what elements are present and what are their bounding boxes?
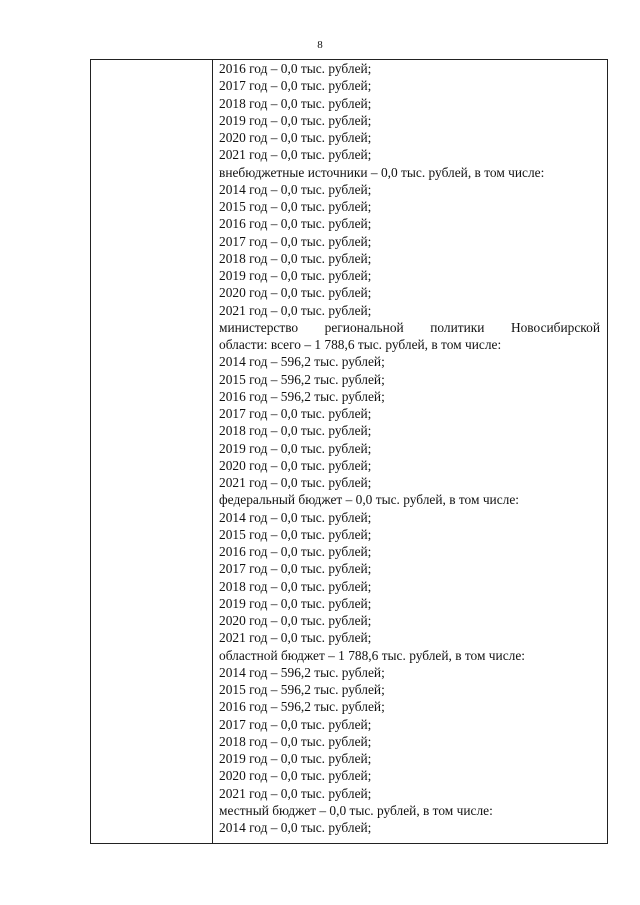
text-line: федеральный бюджет – 0,0 тыс. рублей, в том числе: [219,492,520,508]
page-number: 8 [317,39,323,51]
text-line: 2017 год – 0,0 тыс. рублей; [219,78,372,94]
text-line: 2014 год – 0,0 тыс. рублей; [219,509,372,525]
text-line: 2021 год – 0,0 тыс. рублей; [219,302,372,318]
text-line: 2016 год – 0,0 тыс. рублей; [219,61,372,76]
text-line: 2020 год – 0,0 тыс. рублей; [219,130,372,145]
text-line: внебюджетные источники – 0,0 тыс. рублей, в том числе: [219,164,545,180]
text-line: 2017 год – 0,0 тыс. рублей; [219,406,372,421]
text-line: 2017 год – 0,0 тыс. рублей; [219,233,372,249]
text-line: 2020 год – 0,0 тыс. рублей; [219,768,372,784]
text-line: 2018 год – 0,0 тыс. рублей; [219,733,372,749]
text-line: 2021 год – 0,0 тыс. рублей; [219,147,372,163]
text-line: 2019 год – 0,0 тыс. рублей; [219,268,372,283]
text-line: 2014 год – 596,2 тыс. рублей; [219,354,385,370]
text-line: 2015 год – 596,2 тыс. рублей; [219,682,385,697]
text-line: 2015 год – 0,0 тыс. рублей; [219,526,372,542]
text-line: 2017 год – 0,0 тыс. рублей; [219,716,372,732]
text-line: 2014 год – 596,2 тыс. рублей; [219,664,385,680]
text-line: 2016 год – 596,2 тыс. рублей; [219,388,385,404]
text-line: 2015 год – 596,2 тыс. рублей; [219,371,385,387]
text-line: 2019 год – 0,0 тыс. рублей; [219,440,372,456]
funding-table [90,59,608,844]
text-line: 2015 год – 0,0 тыс. рублей; [219,199,372,214]
text-line: 2019 год – 0,0 тыс. рублей; [219,112,372,128]
text-line: 2017 год – 0,0 тыс. рублей; [219,561,372,577]
funding-lines [219,60,600,836]
text-line: 2019 год – 0,0 тыс. рублей; [219,751,372,766]
text-line: 2019 год – 0,0 тыс. рублей; [219,595,372,611]
text-line: местный бюджет – 0,0 тыс. рублей, в том числе: [219,802,493,818]
text-line: 2018 год – 0,0 тыс. рублей; [219,95,372,111]
right-cell [213,60,608,844]
text-line: области: всего – 1 788,6 тыс. рублей, в том числе: [219,337,502,352]
text-line: 2021 год – 0,0 тыс. рублей; [219,785,372,801]
text-line: 2021 год – 0,0 тыс. рублей; [219,475,372,490]
text-line: 2016 год – 0,0 тыс. рублей; [219,216,372,232]
text-line: 2018 год – 0,0 тыс. рублей; [219,578,372,594]
text-line: 2018 год – 0,0 тыс. рублей; [219,250,372,266]
text-line: 2018 год – 0,0 тыс. рублей; [219,423,372,439]
text-line: 2021 год – 0,0 тыс. рублей; [219,630,372,646]
table-row [91,60,608,844]
text-line: министерство региональной политики Новосибирской [219,319,600,335]
left-cell [91,60,213,844]
text-line: 2016 год – 596,2 тыс. рублей; [219,699,385,715]
text-line: 2016 год – 0,0 тыс. рублей; [219,544,372,559]
text-line: 2020 год – 0,0 тыс. рублей; [219,613,372,628]
text-line: 2014 год – 0,0 тыс. рублей; [219,820,372,835]
text-line: 2020 год – 0,0 тыс. рублей; [219,457,372,473]
text-line: областной бюджет – 1 788,6 тыс. рублей, в том числе: [219,647,525,663]
text-line: 2014 год – 0,0 тыс. рублей; [219,181,372,197]
text-line: 2020 год – 0,0 тыс. рублей; [219,285,372,301]
